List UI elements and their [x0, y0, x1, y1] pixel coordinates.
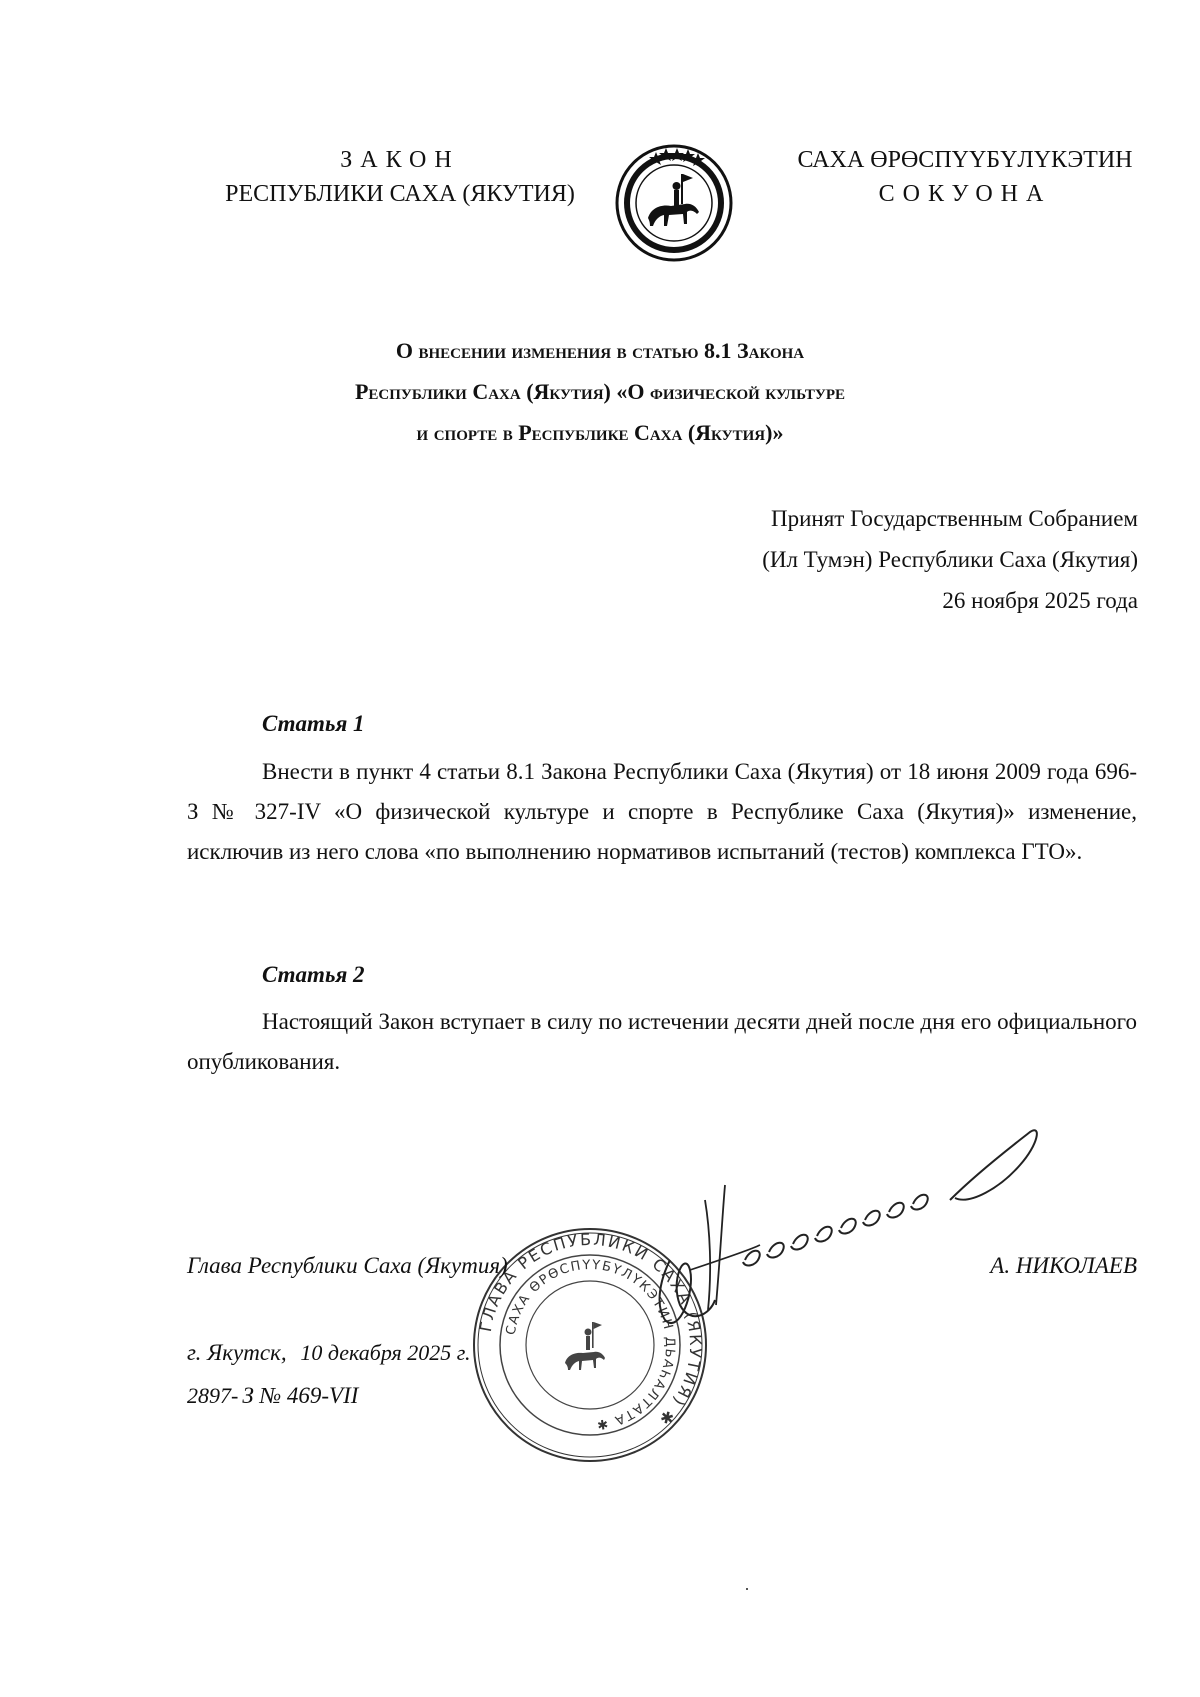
law-title: [300, 330, 900, 453]
svg-text:САХА ӨРӨСПҮҮБҮЛҮКЭТИН ДЬАҺАЛТА: САХА ӨРӨСПҮҮБҮЛҮКЭТИН ДЬАҺАЛТАТА ✱: [503, 1257, 678, 1432]
signatory-role: Глава Республики Саха (Якутия): [187, 1253, 508, 1278]
adoption-line1: Принят Государственным Собранием: [770, 506, 1138, 531]
adoption-date: 26 ноября 2025 года: [942, 588, 1138, 613]
law-label-sakha: СОКУОНА: [878, 181, 1052, 207]
adoption-line2: (Ил Тумэн) Республики Саха (Якутия): [762, 547, 1138, 572]
article2-heading: Статья 2: [262, 962, 365, 987]
printed-reg-number: З № 469-VII: [242, 1383, 359, 1408]
handwritten-date: 10 декабря 2025 г.: [300, 1340, 471, 1365]
law-title-line2: Республики Саха (Якутия) «О физической культуре: [354, 379, 846, 404]
registration-number: [187, 1383, 358, 1409]
article1-text: Внести в пункт 4 статьи 8.1 Закона Республики Саха (Якутия) от 18 июня 2009 года 696-З № 327-IV «О физической культуре и спорте в Республике Саха (Якутия)» изменение, исключив из него слова «по выполнению нормативов испытаний (тестов) комплекса ГТО».: [187, 759, 1137, 864]
header-left-block: [190, 143, 610, 211]
article1-heading: Статья 1: [262, 711, 365, 736]
republic-name: РЕСПУБЛИКИ САХА (ЯКУТИЯ): [225, 181, 575, 207]
place-label: г. Якутск,: [187, 1340, 287, 1365]
place-date-line: [187, 1340, 471, 1366]
svg-text:ГЛАВА РЕСПУБЛИКИ САХА (ЯКУТИЯ): ГЛАВА РЕСПУБЛИКИ САХА (ЯКУТИЯ) ✱: [475, 1229, 706, 1431]
adoption-note: [640, 498, 1138, 621]
law-label: ЗАКОН: [340, 147, 460, 173]
article2-text: Настоящий Закон вступает в силу по истечении десяти дней после дня его официального опубликования.: [187, 1009, 1137, 1074]
header-right-block: [775, 143, 1155, 211]
coat-of-arms-emblem-icon: [613, 140, 735, 266]
handwritten-reg-number: 2897-: [187, 1383, 239, 1408]
republic-name-sakha: САХА ӨРӨСПҮҮБҮЛҮКЭТИН: [797, 147, 1133, 173]
scan-speck: [746, 1588, 748, 1590]
handwritten-signature: [650, 1110, 1090, 1370]
law-title-line3: и спорте в Республике Саха (Якутия)»: [416, 420, 784, 445]
signatory-name: А. НИКОЛАЕВ: [990, 1253, 1137, 1278]
law-title-line1: О внесении изменения в статью 8.1 Закона: [395, 338, 805, 363]
